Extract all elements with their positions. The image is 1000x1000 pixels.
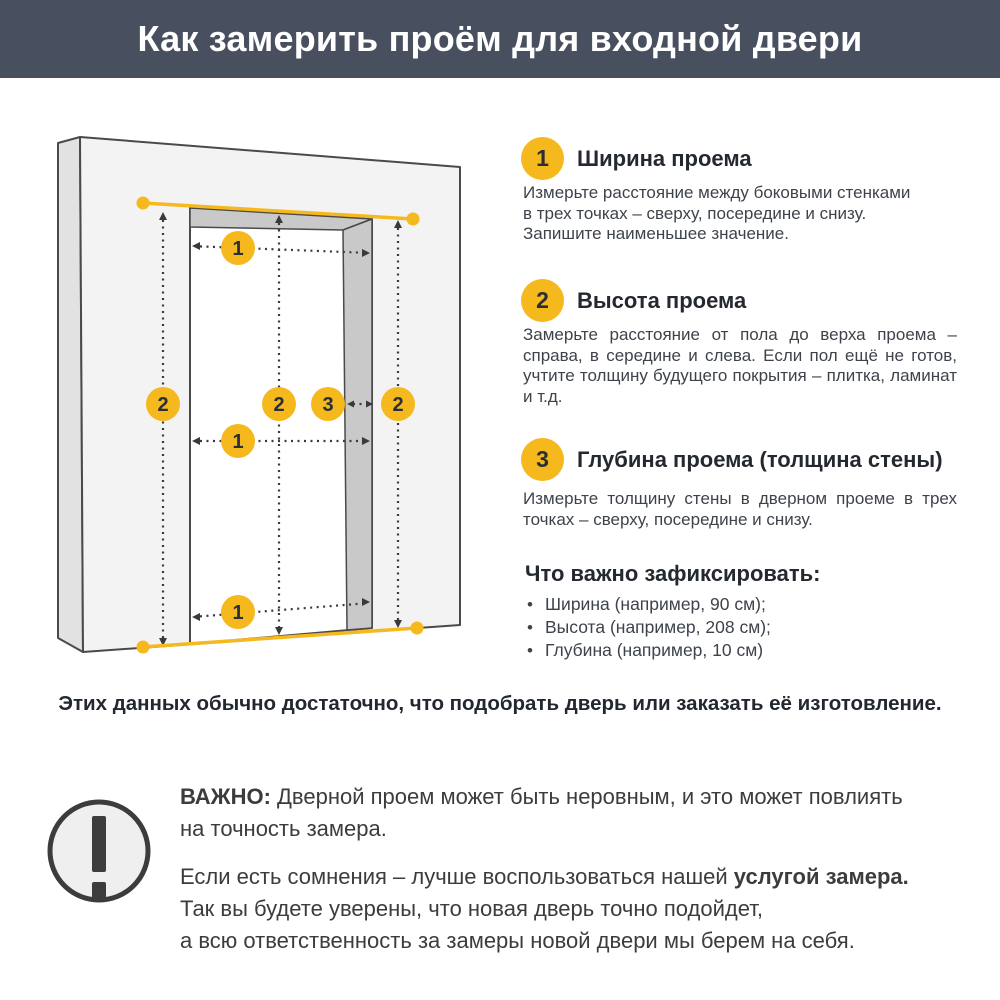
step-3-number: 3 [536, 446, 549, 472]
marker-height-right-label: 2 [392, 394, 404, 416]
text-line: на точность замера. [180, 816, 387, 841]
exclamation-icon [44, 796, 154, 906]
text-line: и т.д. [523, 386, 563, 406]
text-line: справа, в середине и слева. Если пол ещё не готов, [523, 345, 957, 365]
checklist [527, 594, 961, 663]
step-1-body [523, 183, 957, 245]
checklist-title: Что важно зафиксировать: [525, 561, 821, 586]
top-level-dot-right [407, 213, 420, 226]
marker-width-middle-label: 1 [232, 431, 244, 453]
list-item-text: Высота (например, 208 см); [545, 617, 771, 637]
text-line [180, 861, 970, 893]
list-item [527, 640, 961, 663]
bottom-level-dot-left [137, 641, 150, 654]
important-note [180, 781, 970, 957]
text-line: Запишите наименьшее значение. [523, 224, 789, 243]
step-2-body [523, 325, 957, 407]
marker-height-middle-label: 2 [273, 394, 285, 416]
text-line: учтите толщину будущего покрытия – плитка, ламинат [523, 366, 957, 385]
text-line: а всю ответственность за замеры новой двери мы берем на себя. [180, 928, 855, 953]
wall-side-face [58, 137, 83, 652]
bullet-icon: • [527, 641, 533, 660]
bottom-level-dot-right [411, 622, 424, 635]
list-item-text: Ширина (например, 90 см); [545, 594, 766, 614]
opening-jamb-face [343, 219, 372, 630]
text-line: Измерьте расстояние между боковыми стенками [523, 183, 911, 202]
marker-width-top-label: 1 [232, 238, 244, 260]
marker-depth-label: 3 [322, 394, 334, 416]
text-line [180, 781, 970, 813]
text-line: Так вы будете уверены, что новая дверь точно подойдет, [180, 896, 763, 921]
bullet-icon: • [527, 595, 533, 614]
marker-height-left-label: 2 [157, 394, 169, 416]
step-3-body [523, 489, 957, 530]
text-line: Если есть сомнения – лучше воспользоваться нашей [180, 864, 734, 889]
step-3-title: Глубина проема (толщина стены) [577, 447, 943, 472]
text-line: в трех точках – сверху, посередине и снизу. [523, 203, 867, 223]
step-2-badge [521, 279, 564, 322]
page-title: Как замерить проём для входной двери [137, 18, 863, 59]
important-bold-text: услугой замера. [733, 864, 909, 889]
text-line: Измерьте толщину стены в дверном проеме в трех [523, 489, 957, 508]
page-header [0, 0, 1000, 78]
step-1-number: 1 [536, 145, 549, 171]
list-item-text: Глубина (например, 10 см) [545, 640, 764, 660]
important-label: ВАЖНО: [180, 784, 271, 809]
summary-line: Этих данных обычно достаточно, что подобрать дверь или заказать её изготовление. [58, 692, 942, 715]
marker-width-bottom-label: 1 [232, 602, 244, 624]
list-item [527, 594, 961, 617]
step-3-badge [521, 438, 564, 481]
bullet-icon: • [527, 618, 533, 637]
text-line: точках – сверху, посередине и снизу. [523, 509, 813, 529]
text-line: Дверной проем может быть неровным, и это может повлиять [270, 784, 903, 809]
text-line: Замерьте расстояние от пола до верха проема – [523, 325, 957, 344]
step-1-badge [521, 137, 564, 180]
top-level-dot-left [137, 197, 150, 210]
list-item [527, 617, 961, 640]
doorway-diagram [20, 120, 520, 680]
step-2-number: 2 [536, 287, 549, 313]
step-2-title: Высота проема [577, 288, 747, 313]
spacer [180, 845, 970, 861]
step-1-title: Ширина проема [577, 146, 752, 171]
